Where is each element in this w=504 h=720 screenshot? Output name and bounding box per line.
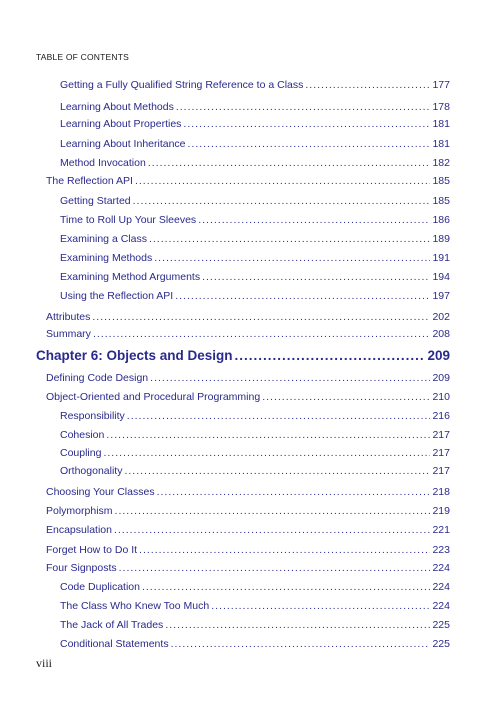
toc-entry-page: 223 <box>432 544 450 556</box>
toc-entry-label: Examining Methods <box>60 252 153 264</box>
toc-entry[interactable] <box>60 252 450 264</box>
toc-entry-label: Orthogonality <box>60 465 123 477</box>
toc-entry-page: 219 <box>432 505 450 517</box>
toc-entry-label: Method Invocation <box>60 157 146 169</box>
toc-entry-page: 181 <box>432 138 450 150</box>
toc-entry-page: 194 <box>432 271 450 283</box>
toc-entry[interactable] <box>46 505 450 517</box>
toc-entry[interactable] <box>46 562 450 574</box>
toc-entry[interactable] <box>60 79 450 91</box>
toc-entry-label: The Class Who Knew Too Much <box>60 600 210 612</box>
dot-leader <box>183 118 430 130</box>
toc-entry[interactable] <box>46 391 450 403</box>
dot-leader <box>139 544 430 556</box>
dot-leader <box>165 619 430 631</box>
dot-leader <box>106 429 430 441</box>
toc-entry-page: 208 <box>432 328 450 340</box>
toc-entry-label: Using the Reflection API <box>60 290 174 302</box>
dot-leader <box>262 391 430 403</box>
dot-leader <box>171 638 431 650</box>
toc-entry[interactable] <box>60 465 450 477</box>
toc-entry-label: Responsibility <box>60 410 125 422</box>
toc-entry-label: Time to Roll Up Your Sleeves <box>60 214 197 226</box>
toc-entry-page: 210 <box>432 391 450 403</box>
dot-leader <box>154 252 430 264</box>
toc-entry-page: 202 <box>432 311 450 323</box>
toc-entry-label: Object-Oriented and Procedural Programming <box>46 391 261 403</box>
dot-leader <box>188 138 431 150</box>
toc-entry-label: Four Signposts <box>46 562 117 574</box>
toc-entry-label: Examining a Class <box>60 233 147 245</box>
toc-entry-label: Defining Code Design <box>46 372 149 384</box>
dot-leader <box>211 600 430 612</box>
dot-leader <box>135 175 431 187</box>
toc-entry[interactable] <box>46 486 450 498</box>
toc-entry[interactable] <box>60 410 450 422</box>
toc-entry[interactable] <box>60 195 450 207</box>
dot-leader <box>198 214 430 226</box>
toc-entry-label: Learning About Methods <box>60 101 174 113</box>
toc-entry[interactable] <box>60 233 450 245</box>
toc-entry-page: 225 <box>432 619 450 631</box>
toc-entry[interactable] <box>46 524 450 536</box>
chapter-entry[interactable] <box>36 348 450 363</box>
toc-entry-page: 181 <box>432 118 450 130</box>
toc-entry-page: 189 <box>432 233 450 245</box>
toc-entry-page: 217 <box>432 447 450 459</box>
dot-leader <box>124 465 430 477</box>
toc-entry-page: 221 <box>432 524 450 536</box>
toc-entry-page: 225 <box>432 638 450 650</box>
dot-leader <box>202 271 430 283</box>
toc-entry-page: 224 <box>432 600 450 612</box>
toc-entry[interactable] <box>60 600 450 612</box>
toc-entry[interactable] <box>46 311 450 323</box>
dot-leader <box>175 290 430 302</box>
toc-entry[interactable] <box>60 271 450 283</box>
toc-entry-page: 224 <box>432 562 450 574</box>
toc-entry-label: Forget How to Do It <box>46 544 138 556</box>
toc-entry-page: 197 <box>432 290 450 302</box>
toc-entry-label: Summary <box>46 328 91 340</box>
toc-entry-label: Learning About Properties <box>60 118 182 130</box>
toc-entry-page: 177 <box>432 79 450 91</box>
toc-entry-page: 182 <box>432 157 450 169</box>
dot-leader <box>305 79 430 91</box>
toc-entry-label: Choosing Your Classes <box>46 486 155 498</box>
toc-entry-label: Conditional Statements <box>60 638 169 650</box>
toc-entry[interactable] <box>60 619 450 631</box>
dot-leader <box>157 486 431 498</box>
toc-entry[interactable] <box>60 157 450 169</box>
dot-leader <box>148 157 431 169</box>
toc-entry-page: 217 <box>432 465 450 477</box>
page-number: viii <box>36 656 53 670</box>
toc-entry[interactable] <box>60 118 450 130</box>
toc-entry[interactable] <box>60 429 450 441</box>
toc-entry-page: 224 <box>432 581 450 593</box>
toc-entry-label: Getting a Fully Qualified String Reference to a Class <box>60 79 304 91</box>
dot-leader <box>142 581 431 593</box>
toc-entry-page: 186 <box>432 214 450 226</box>
toc-entry[interactable] <box>46 328 450 340</box>
toc-entry[interactable] <box>60 290 450 302</box>
dot-leader <box>119 562 431 574</box>
toc-entry-label: Examining Method Arguments <box>60 271 201 283</box>
toc-entry-label: Getting Started <box>60 195 131 207</box>
toc-entry-label: Coupling <box>60 447 102 459</box>
toc-entry-page: 217 <box>432 429 450 441</box>
toc-entry-page: 216 <box>432 410 450 422</box>
toc-entry-page: 209 <box>427 348 450 363</box>
toc-entry-label: Polymorphism <box>46 505 113 517</box>
toc-entry[interactable] <box>46 175 450 187</box>
toc-entry-page: 178 <box>432 101 450 113</box>
toc-entry-page: 185 <box>432 195 450 207</box>
toc-entry[interactable] <box>60 581 450 593</box>
toc-entry-label: Encapsulation <box>46 524 112 536</box>
page-header: TABLE OF CONTENTS <box>36 52 129 62</box>
dot-leader <box>176 101 431 113</box>
dot-leader <box>133 195 431 207</box>
toc-entry[interactable] <box>60 447 450 459</box>
dot-leader <box>149 233 431 245</box>
dot-leader <box>150 372 430 384</box>
toc-entry-page: 191 <box>432 252 450 264</box>
dot-leader <box>115 505 431 517</box>
toc-entry-page: 185 <box>432 175 450 187</box>
toc-entry-label: Code Duplication <box>60 581 140 593</box>
dot-leader <box>92 311 430 323</box>
dot-leader <box>93 328 431 340</box>
dot-leader <box>114 524 431 536</box>
dot-leader <box>103 447 430 459</box>
toc-entry-label: Learning About Inheritance <box>60 138 186 150</box>
toc-entry-label: Chapter 6: Objects and Design <box>36 348 233 363</box>
toc-entry[interactable] <box>60 101 450 113</box>
toc-entry-label: The Reflection API <box>46 175 133 187</box>
toc-entry[interactable] <box>46 544 450 556</box>
toc-entry-label: Attributes <box>46 311 91 323</box>
toc-entry[interactable] <box>60 138 450 150</box>
toc-entry-page: 218 <box>432 486 450 498</box>
toc-entry-page: 209 <box>432 372 450 384</box>
toc-entry[interactable] <box>46 372 450 384</box>
toc-entry-label: The Jack of All Trades <box>60 619 164 631</box>
dot-leader <box>235 348 426 363</box>
toc-entry-label: Cohesion <box>60 429 105 441</box>
toc-entry[interactable] <box>60 638 450 650</box>
dot-leader <box>127 410 431 422</box>
toc-entry[interactable] <box>60 214 450 226</box>
